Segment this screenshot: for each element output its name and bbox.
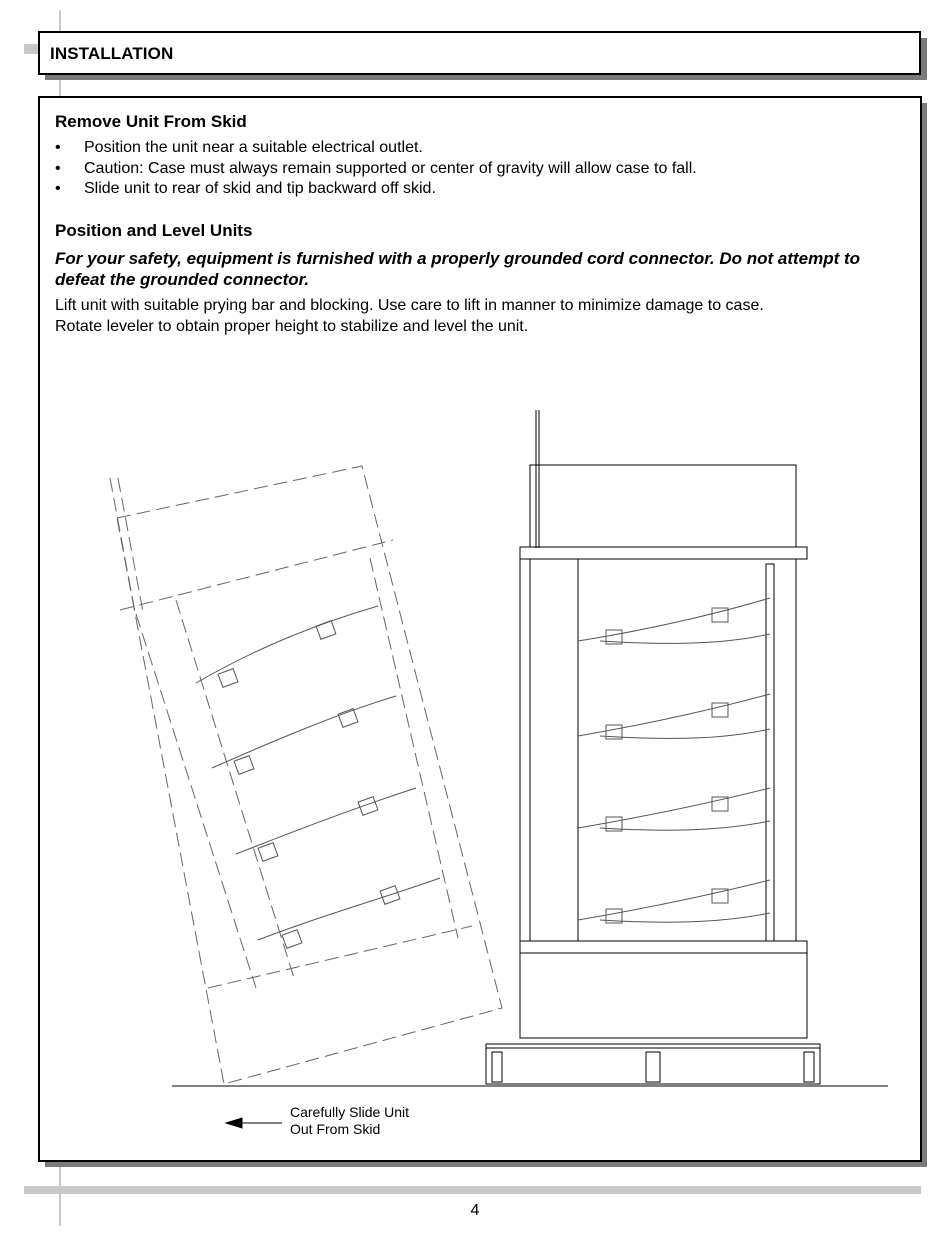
tipped-shelves (196, 606, 440, 948)
footer-band (24, 1186, 921, 1194)
remove-unit-heading: Remove Unit From Skid (55, 112, 247, 131)
instruction-line: Lift unit with suitable prying bar and blocking. Use care to lift in manner to minimize damage to case. (55, 297, 764, 314)
page-number: 4 (470, 1202, 480, 1219)
safety-warning-line: defeat the grounded connector. (55, 270, 310, 289)
slide-arrow-icon (226, 1118, 282, 1128)
diagram-caption (290, 1104, 409, 1138)
upright-case (486, 410, 820, 1084)
bullet-item: • Caution: Case must always remain supported or center of gravity will allow case to fall. (55, 159, 697, 180)
bullet-item: • Slide unit to rear of skid and tip backward off skid. (55, 179, 697, 200)
content-panel (38, 96, 922, 1162)
skid-removal-diagram (40, 98, 920, 1160)
bullet-item: • Position the unit near a suitable electrical outlet. (55, 138, 697, 159)
section-header (38, 31, 921, 75)
caption-line: Carefully Slide Unit (290, 1104, 410, 1120)
upright-shelves (578, 598, 770, 923)
position-level-heading: Position and Level Units (55, 221, 253, 240)
section-title: INSTALLATION (50, 44, 174, 63)
caption-line: Out From Skid (290, 1121, 381, 1137)
tipped-case-outline (110, 466, 502, 1084)
instruction-line: Rotate leveler to obtain proper height to stabilize and level the unit. (55, 317, 529, 335)
safety-warning-line: For your safety, equipment is furnished with a properly grounded cord connector. Do not attempt to (55, 249, 861, 268)
